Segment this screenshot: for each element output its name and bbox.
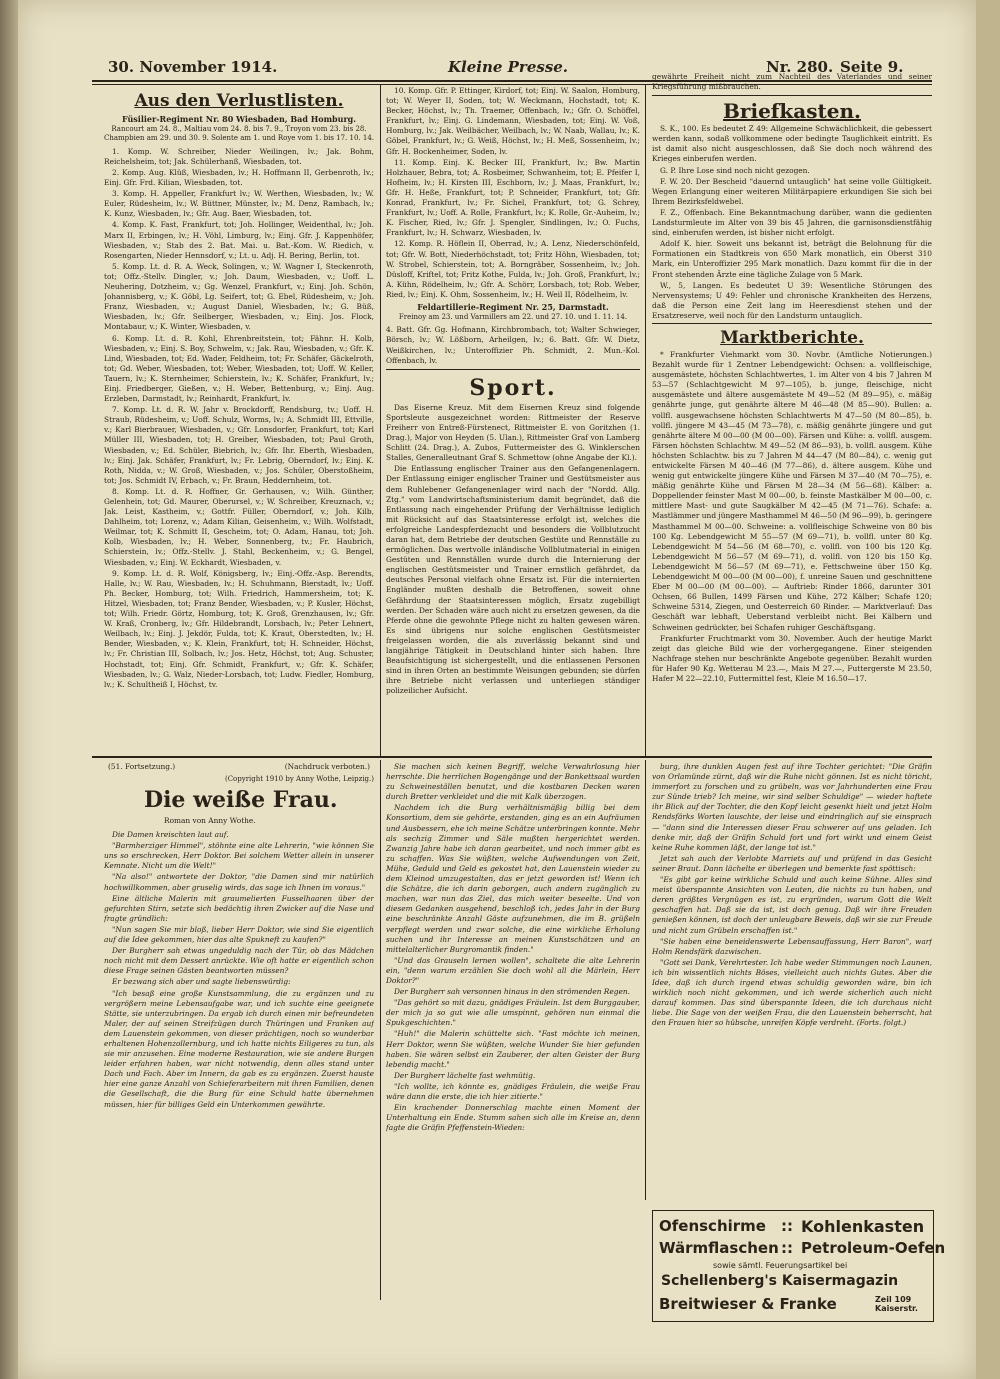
ad-subline: sowie sämtl. Feuerungsartikel bei [713,1261,848,1270]
briefkasten-entry: G. P. Ihre Lose sind noch nicht gezogen. [660,165,810,175]
novel-text-2 [386,762,640,1133]
battle-dates: Rancourt am 24. 8., Maltiau vom 24. 8. bis 7. 9., Troyon vom 23. bis 28. Champbien am 29. und 30. 9. Solente am 1. und Roye vom 1. bis 17. 10. 14. [104,125,374,143]
novel-column-2 [386,762,640,1302]
novel-paragraph: Eine ältliche Malerin mit graumelierten Fusselhaaren über der gefurchten Stirn, setzte sich bedächtig ihren Zwicker auf die Nase und fragte gründlich: [104,893,374,923]
ad-waermflaschen: Wärmflaschen [659,1239,779,1257]
ad-kaisermagazin: Schellenberg's Kaisermagazin [661,1273,899,1289]
novel-paragraph: "Das gehört so mit dazu, gnädiges Fräulein. Ist dem Burggauber, der mich ja so gut wie alle umspinnt, gehören nun einmal die Spukgeschichten." [386,998,640,1028]
novel-paragraph: "Ich besaß eine große Kunstsammlung, die zu ergänzen und zu vergrößern meine Lebensaufgabe war, und ich suchte eine geeignete Stätte, sie unterzubringen. Da ergab ich durch einen mir befreundeten Maler, der auf seinen Streifzügen durch Thüringen und Franken auf dem Lauenstein gekommen, von dieser prächtigen, noch so wunderbar erhaltenen Hohenzollernburg, und ich hatte nichts Eiligeres zu tun, als sie mir anzusehen. Eine moderne Restauration, wie sie andere Burgen leider erfahren haben, war nicht notwendig, denn alles stand unter Dach und Fach. Aber im Innern, da gab es zu ergänzen. Zuerst hauste hier eine ganze Anzahl von Schieferarbeitern mit ihren Familien, denen die Gesellschaft, die die Burg für eine Schuld hatte übernehmen müssen, hier für billiges Geld ein Unterkommen gewährte. [104,988,374,1109]
briefkasten-entry: Adolf K. hier. Soweit uns bekannt ist, beträgt die Belohnung für die Formationen ein Stadtkreis von 650 Mark monatlich, ein Oberst 310 Mark, ein Unteroffizier 295 Mark monatlich. Dazu kommt für die in der Front stehenden Ärzte eine tägliche Zulage von 5 Mark. [652,239,932,279]
ad-separator: :: [781,1217,793,1235]
novel-paragraph: Der Burgherr sah versonnen hinaus in den strömenden Regen. [394,987,630,997]
installment-label: (51. Fortsetzung.) [108,762,176,771]
novel-paragraph: "Ich wollte, ich könnte es, gnädiges Fräulein, die weiße Frau wäre dann die erste, die ich hier zitierte." [386,1081,640,1101]
briefkasten-entry: F. W. 20. Der Bescheid "dauernd untauglich" hat seine volle Gültigkeit. Wegen Erlangung einer weiteren Militärpapiere erkundigen Sie sich bei Ihrem Bezirksfeldwebel. [652,176,932,206]
casualty-entry: 2. Komp. Aug. Klüß, Wiesbaden, lv.; H. Hoffmann II, Gerbenroth, lv.; Einj. Gfr. Frd. Kilian, Wiesbaden, tot. [104,168,374,188]
page-number: Seite 9. [840,58,904,76]
casualty-entry: 4. Komp. K. Fast, Frankfurt, tot; Joh. Hollinger, Weidenthal, lv.; Joh. Marx II, Erbingen, lv.; H. Vöhl, Limburg, lv.; Einj. Gfr. J. Kappenhöfer, Wiesbaden, v.; Stab des 2. Bat. Mai. u. Bat.-Kom. W. Riedich, v. Rosengarten, Nieder Hennsdorf, v.; Lt. u. Adj. H. Bering, Berlin, tot. [104,220,374,260]
feldartillerie-dates: Freinoy am 23. und Varmillers am 22. und 27. 10. und 1. 11. 14. [398,312,628,321]
market-paragraph: * Frankfurter Viehmarkt vom 30. Novbr. (Amtliche Notierungen.) Bezahlt wurde für 1 Zentner Lebendgewicht: Ochsen: a. vollfleischige, ausgemästete, höchsten Schlachtwertes, 1. im Alter von 4 bis 7 Jahren M 53—57 (Schlachtgewicht M 97—105), b. junge, fleischige, nicht ausgemästete und ältere ausgemästete M 49—52 (M 89—95), c. mäßig genährte junge, gut genährte ältere M 46—48 (M 85—90). Bullen: a. vollfl. ausgewachsene höchsten Schlachtwerts M 47—50 (M 80—85), b. vollfl. jüngere M 43—45 (M 73—78), c. mäßig genährte jüngere und gut genährte ältere M 00—00 (M 00—00). Färsen und Kühe: a. vollfl. ausgem. Färsen höchsten Schlachtw. M 49—52 (M 86—93), b. vollfl. ausgem. Kühe höchsten Schlachtw. bis zu 7 Jahren M 44—47 (M 80—84), c. wenig gut entwickelte Färsen M 40—46 (M 77—86), d. ältere ausgem. Kühe und wenig gut entwickelte jüngere Kühe und Färsen M 37—40 (M 70—75), e. mäßig genährte Kühe und Färsen M 28—34 (M 56—68). Kälber: a. Doppellender feinster Mast M 00—00, b. feinste Mastkälber M 00—00, c. mittlere Mast- und gute Saugkälber M 42—45 (M 71—76). Schafe: a. Mastlämmer und jüngere Masthammel M 46—50 (M 96—99), b. geringere Masthammel M 00—00. Schweine: a. vollfleischige Schweine von 80 bis 100 Kg. Lebendgewicht M 55—57 (M 69—71), b. vollfl. unter 80 Kg. Lebendgewicht M 54—56 (M 68—70), c. vollfl. von 100 bis 120 Kg. Lebendgewicht M 56—57 (M 69—71), d. vollfl. von 120 bis 150 Kg. Lebendgewicht M 56—57 (M 69—71), e. Fettschweine über 150 Kg. Lebendgewicht M 00—00 (M 00—00), f. unreine Sauen und geschnittene Eber M 00—00 (M 00—00). — Auftrieb: Rinder 1866, darunter 301 Ochsen, 66 Bullen, 1499 Färsen und Kühe, 272 Kälber; Schafe 120; Schweine 5314, Ziegen, und Oesterreich 60 Rinder. — Marktverlauf: Das Geschäft war lebhaft, Ueberstand verbleibt nicht. Bei Kälbern und Schweinen gedrückter, bei Schafen ruhiger Geschäftsgang. [652,349,932,632]
novel-paragraph: "Es gibt gar keine wirkliche Schuld und auch keine Sühne. Alles sind meist überspannte Ansichten von Leuten, die nichts zu tun haben, und deren größtes Vergnügen es ist, zu ergründen, warum Gott die Welt geschaffen hat. Daß sie da ist, ist doch genug. Daß wir ihre Freuden genießen können, ist doch der unleugbare Beweis, daß wir sie zur Freude und nicht zum Grübeln erschaffen ist." [652,875,932,935]
advertisement [652,1210,946,1322]
novel-paragraph: burg, ihre dunklen Augen fest auf ihre Tochter gerichtet: "Die Gräfin von Orlamünde zürnt, daß wir die Ruhe nicht gönnen. Ist es nicht töricht, immerfort zu forschen und zu grübeln, was vor Jahrhunderten eine Frau zur Sünde trieb? Ich meine, wir sind selber Schuldige" — wieder haftete ihr Blick auf der Tochter, die den Kopf leicht gesenkt hielt und jetzt Holm Rendsfärks Worten lauschte, der leise und eindringlich auf sie einsprach — "dann sind die Interessen dieser Frau schwerer auf uns geladen. Ich denke mir, daß der Gräfin Schuld fort und fort wirkt und einem Geist keine Ruhe kommen läßt, der lange tot ist." [652,762,932,852]
novel-paragraph: "Gott sei Dank, Verehrtester. Ich habe weder Stimmungen noch Launen, ich bin wissentlich nichts Böses, vielleicht auch nichts Gutes. Aber die Idee, daß ich durch irgend etwas schuldig geworden wäre, bin ich wirklich noch nicht gekommen, und ich werde sicherlich auch nicht darauf kommen. Das sind überspannte Ideen, die ich durchaus nicht liebe. Die Sage von der weißen Frau, die den Lauenstein beherrscht, hat den Frauen hier so hübsche, unreifen Köpfe verdreht. (Forts. folgt.) [652,957,932,1028]
novel-paragraph: Der Burgherr sah etwas ungeduldig nach der Tür, ob das Mädchen noch nicht mit dem Dessert anrückte. Wie oft hatte er eigentlich schon diese Frage seinen Gästen beantworten müssen? [104,946,374,976]
novel-paragraph: Nachdem ich die Burg verhältnismäßig billig bei dem Konsortium, dem sie gehörte, erstanden, ging es an ein Aufräumen und Ausbessern, ehe ich meine Schätze unterbringen konnte. Mehr als sechzig Zimmer und Säle mußten hergerichtet werden. Zwanzig Jahre habe ich daran gearbeitet, und noch immer gibt es zu schaffen. Was Sie wüßten, welche Aufwendungen von Zeit, Mühe, Geduld und Geld es gekostet hat, den Lauenstein wieder zu dem Kleinod umzugestalten, das er jetzt geworden ist! Wenn ich die Schätze, die ich darin geborgen, auch andern zugänglich zu machen, war nun das Ziel, das mich weiter beseelte. Und von diesem Gedanken ausgehend, beschloß ich, jedes Jahr in der Burg eine beschränkte Anzahl Gäste aufzunehmen, die im B. grüßeln verpflegt werden und zwar solche, die eine wirkliche Erholung suchen und ihr Interesse an meinen Kunstschätzen und an mittelalterlicher Burgromantik finden." [386,803,640,954]
briefkasten-entry: S. K., 100. Es bedeutet Z 49: Allgemeine Schwächlichkeit, die gebessert werden kann, sodaß vollkommene oder bedingte Tauglichkeit eintritt. Es ist damit also nicht ausgeschlossen, daß Sie doch noch während des Krieges einberufen werden. [652,124,932,164]
feldartillerie-heading: Feldartillerie-Regiment Nr. 25, Darmstadt. [417,301,609,312]
issue-number: Nr. 280. [766,58,834,76]
novel-paragraph: Jetzt sah auch der Verlobte Marriets auf und prüfend in das Gesicht seiner Braut. Dann lächelte er überlegen und bemerkte fast spöttisch: [652,853,932,873]
copyright-notice: (Copyright 1910 by Anny Wothe, Leipzig.) [224,775,374,783]
novel-paragraph: Sie machen sich keinen Begriff, welche Verwahrlosung hier herrschte. Die herrlichen Bogengänge und der Bankettsaal wurden zu Schweineställen benutzt, und die kostbaren Decken waren durch Bretter verkleidet und die mit Kalk überzogen. [386,762,640,802]
novel-title: Die weiße Frau. [144,787,338,813]
novel-text-3 [652,762,932,1028]
novel-paragraph: "Huh!" die Malerin schüttelte sich. "Fast möchte ich meinen, Herr Doktor, wenn Sie wüßten, welche Wunder Sie hier gefunden haben. Sie wären selbst ein Zauberer, der alten Geister der Burg lebendig macht." [386,1029,640,1069]
sport-paragraph: Das Eiserne Kreuz. Mit dem Eisernen Kreuz sind folgende Sportsleute ausgezeichnet worden: Rittmeister der Reserve Freiherr von Entreß-Fürstenect, Rittmeister E. von Goritzhen (1. Drag.), Major von Heyden (5. Ulan.), Rittmeister Graf von Lamberg Schlitt (24. Drag.), A. Zubos, Futtermeister des G. Winklerschen Stalles, Generalleutnant Graf S. Schmettow (ohne Angabe der Kl.). [386,402,640,463]
verlustlisten-column [104,86,374,754]
briefkasten-title: Briefkasten. [723,99,861,124]
novel-paragraph: "Nun sagen Sie mir bloß, lieber Herr Doktor, wie sind Sie eigentlich auf die Idee gekommen, hier das alte Spukneft zu kaufen?" [104,924,374,945]
verlustlisten-title: Aus den Verlustlisten. [134,91,344,111]
briefkasten-entry: F. Z., Offenbach. Eine Bekanntmachung darüber, wann die gedienten Landsturmleute im Alter von 39 bis 45 Jahren, die garnisonsdienstfähig sind, einberufen werden, ist bisher nicht erfolgt. [652,207,932,238]
novel-paragraph: "Sie haben eine beneidenswerte Lebensauffassung, Herr Baron", warf Holm Rendsfärk dazwischen. [652,936,932,956]
novel-paragraph: Ein krachender Donnerschlag machte einen Moment der Unterhaltung ein Ende. Stumm sahen sich alle im Kreise an, denn fagte die Gräfin Pfeffenstein-Wieden: [386,1103,640,1133]
ad-kohlenkasten: Kohlenkasten [801,1217,925,1236]
page-edge [976,0,1000,1379]
casualty-entry: 9. Komp. Lt. d. R. Wolf, Königsberg, lv.; Einj.-Offz.-Asp. Berendts, Halle, lv.; W. Rau, Wiesbaden, lv.; H. Schuhmann, Bierstadt, lv.; Uoff. Ph. Becker, Homburg, tot; Wilh. Friedrich, Hammersheim, tot; K. Hitzel, Wiesbaden, tot; Franz Bender, Wiesbaden, v.; P. Kusler, Höchst, tot; Wilh. Friedr. Görtz, Homburg, tot; K. Groß, Grenzhausen, lv.; Gfr. W. Kraß, Cronberg, lv.; Gfr. Hildebrandt, Lorsbach, lv.; Peter Lehnert, Weilbach, lv.; Einj. J. Jekdör, Fulda, tot; K. Kraut, Oberstedten, lv.; H. Bender, Wiesbaden, v.; K. Klein, Frankfurt, tot; H. Schneider, Höchst, lv.; Fr. Christian III, Solbach, lv.; Jos. Hetz, Höchst, tot; Aug. Schuster, Hochstadt, tot; Einj. Gfr. Schmidt, Frankfurt, v.; Gfr. K. Schäfer, Wiesbaden, lv.; G. Walz, Nieder-Lorsbach, tot; Ludw. Fiedler, Homburg, lv.; K. Schultheiß I, Höchst, tv. [104,568,374,689]
reprint-notice: (Nachdruck verboten.) [284,762,370,771]
continued-text: gewährte Freiheit nicht zum Nachteil des Vaterlandes und seiner Kriegsführung mißbrauchen. [652,72,932,92]
markt-rule [652,323,932,324]
column-rule [380,84,381,756]
novel-text-1 [104,830,374,1110]
ad-firm-name: Breitwieser & Franke [659,1295,837,1313]
feldartillerie-text: 4. Batt. Gfr. Gg. Hofmann, Kirchbrombach, tot; Walter Schwieger, Börsch, lv.; W. Lößborn, Arheilgen, lv.; 6. Batt. Gfr. W. Dietz, Weißkirchen, lv.; Unteroffizier Ph. Schmidt, 2. Mun.-Kol. Offenbach, lv. [386,325,640,365]
column-rule [645,760,646,1200]
paper-name: Kleine Presse. [448,58,569,76]
casualty-entries-continued [386,86,640,300]
market-paragraph: Frankfurter Fruchtmarkt vom 30. November. Auch der heutige Markt zeigt das gleiche Bild wie der vorhergegangene. Einer steigenden Nachfrage stehen nur beschränkte Angebote gegenüber. Bezahlt wurden für Hafer 90 Kg. Wetterau M 23.—, Mais M 27.—, Futtergerste M 23.50, Hafer M 22—22.10, Futtermittel fest, Kleie M 16.50—17. [652,633,932,683]
novel-paragraph: Er bezwang sich aber und sagte liebenswürdig: [112,977,291,987]
novel-paragraph: Die Damen kreischten laut auf. [112,830,229,840]
middle-column [386,86,640,754]
casualty-entry: 10. Komp. Gfr. P. Ettinger, Kirdorf, tot; Einj. W. Saalon, Homburg, tot; W. Weyer II, Soden, tot; W. Weckmann, Hochstadt, tot; K. Becker, Höchst, lv.; Th. Traemer, Offenbach, lv.; Gfr. O. Schöffel, Frankfurt, lv.; Einj. G. Lindemann, Wiesbaden, tot; Einj. W. Voß, Homburg, lv.; Jak. Weilbächer, Weilbach, lv.; W. Naab, Wallau, lv.; K. Göbel, Frankfurt, lv.; G. Weiß, Höchst, lv.; H. Meß, Sossenheim, lv.; Gfr. H. Bockenheimer, Soden, lv. [386,86,640,156]
ad-petroleum-oefen: Petroleum-Oefen [801,1239,946,1257]
casualty-entry: 3. Komp. H. Appeller, Frankfurt lv.; W. Werthen, Wiesbaden, lv.; W. Euler, Rüdesheim, lv.; W. Büttner, Münster, lv.; M. Denz, Rambach, lv.; K. Kunz, Wiesbaden, lv.; Gfr. Aug. Baer, Wiesbaden, tot. [104,189,374,219]
marktberichte-title: Marktberichte. [720,327,864,348]
issue-date: 30. November 1914. [108,58,278,76]
casualty-entry: 6. Komp. Lt. d. R. Kohl, Ehrenbreitstein, tot; Fähnr. H. Kolb, Wiesbaden, v.; Einj. S. Boy, Schwelm, v.; Jak. Rau, Wiesbaden, v.; Gfr. K. Lind, Wiesbaden, tot; Ed. Wader, Feldheim, tot; Fr. Schäfer, Gäckelroth, tot; Gd. Weber, Wiesbaden, tot; Weber, Wiesbaden, tot; Uoff. W. Keller, Tauern, lv.; K. Sternheimer, Schierstein, lv.; K. Schäfer, Frankfurt, lv.; Einj. Friedberger, Gießen, v.; H. Weber, Bettenburg, v.; Einj. Aug. Erzleben, Darmstadt, lv.; Reinhardt, Frankfurt, lv. [104,333,374,404]
novel-author: Roman von Anny Wothe. [164,816,256,825]
novel-column-1 [104,762,374,1302]
page-binding [0,0,18,1379]
casualty-entries [104,147,374,690]
casualty-entry: 8. Komp. Lt. d. R. Hoffner, Gr. Gerhausen, v.; Wilh. Günther, Gelenhein, tot; Gd. Maurer, Oberursel, v.; W. Schreiber, Kreuznach, v.; Jak. Leist, Kastheim, v.; Gottfr. Füller, Oberndorf, v.; Joh. Kilb, Dahlheim, tot; Lorenz, v.; Adam Kilian, Geisenheim, v.; Wilh. Wolfstadt, Weilmar, tot; K. Schmitt II, Gescheim, tot; O. Adam, Hanau, tot; Joh. Kolb, Wiesbaden, lv.; H. Weber, Sonnenberg, tv.; Fr. Haubrich, Schierstein, lv.; Offz.-Stellv. J. Stahl, Beckenheim, v.; G. Bengel, Wiesbaden, v.; Einj. W. Eckhardt, Wiesbaden, v. [104,486,374,567]
sport-paragraph: Die Entlassung englischer Trainer aus den Gefangenenlagern. Der Entlassung einiger englischer Trainer und Gestütsmeister aus dem Ruhlebener Gefangenenlager wird nach der "Nordd. Allg. Ztg." vom Landwirtschaftsministerium damit begründet, daß die Entlassung nach eingehender Prüfung der Verhältnisse lediglich mit Rücksicht auf das Staatsinteresse erfolgt ist, welches die erfolgreiche Landespferdezucht und besonders die Vollblutzucht daran hat, dem Betriebe der deutschen Gestüte und Rennställe zu ermöglichen. Das wertvolle inländische Vollblutmaterial in einigen Gestüten und Rennställen wurde durch die Internierung der englischen Gestütsmeister und Trainer ernstlich gefährdet, da deutsches Personal vielfach ohne Ersatz ist. Für die internierten Engländer mußten deshalb die Betroffenen, soweit ohne Gefährdung der Staatsinteressen möglich, Ersatz zugebilligt werden. Der Schaden wäre auch nicht zu ersetzen gewesen, da die Pferde ohne die gewohnte Pflege nicht zu halten gewesen wären. Es sind übrigens nur solche englischen Gestütsmeister freigelassen worden, die als zuverlässig bekannt sind und langjährige Tätigkeit in Deutschland hinter sich haben. Ihre Beaufsichtigung ist sichergestellt, und die entlassenen Personen sind in ihren Orten an bestimmte Weisungen gebunden; sie dürfen ihre Betriebe nicht verlassen und unterliegen ständiger polizeilicher Aufsicht. [386,464,640,696]
sport-title: Sport. [469,374,557,401]
regiment-heading: Füsilier-Regiment Nr. 80 Wiesbaden, Bad Homburg. [121,114,357,124]
sport-rule [386,369,640,370]
briefkasten-entry: W., 5, Langen. Es bedeutet U 39: Wesentliche Störungen des Nervensystems; U 49: Fehler und chronische Krankheiten des Herzens, daß die Person eine Zeit lang im Heeresdienst stehen und der Ersatzreserve, weil noch für den Landsturm untauglich. [652,280,932,320]
novel-paragraph: Der Burgherr lächelte fast wehmütig. [394,1070,536,1080]
briefkasten-rule [652,95,932,96]
novel-column-3 [652,762,932,1202]
novel-paragraph: "Und das Grauseln lernen wollen", schaltete die alte Lehrerin ein, "denn warum erzählen Sie doch wohl all die Märlein, Herr Doktor?" [386,955,640,985]
casualty-entry: 11. Komp. Einj. K. Becker III, Frankfurt, lv.; Bw. Martin Holzhauer, Bebra, tot; A. Rosbeimer, Schwanheim, tot; E. Pfeifer I, Hofheim, lv.; H. Kirsten III, Eschborn, lv.; J. Maas, Frankfurt, lv.; Gfr. H. Heße, Frankfurt, tot; P. Schneider, Frankfurt, tot; Gfr. Konrad, Frankfurt, lv.; Fr. Sichel, Frankfurt, tot; G. Schrey, Frankfurt, lv.; Uoff. A. Rolle, Frankfurt, lv.; K. Rolle, Gr.-Auheim, lv.; K. Fischer, Ried, lv.; Gfr. J. Spengler, Sindlingen, lv.; O. Fuchs, Frankfurt, lv.; H. Schwarz, Wiesbaden, lv. [386,157,640,238]
casualty-entry: 12. Komp. R. Höflein II, Oberrad, lv.; A. Lenz, Niederschönfeld, tot; Gfr. W. Bott, Niederhöchstadt, tot; Fritz Höhn, Wiesbaden, tot; W. Strobel, Schierstein, tot; A. Borngräber, Sossenheim, lv.; Joh. Düsloff, Kriftel, tot; Fritz Kothe, Fulda, lv.; Joh. Groß, Frankfurt, lv.; A. Kühn, Rödelheim, lv.; Gfr. A. Schörr, Lorsbach, tot; Rob. Weber, Ried, lv.; Einj. K. Ohm, Sossenheim, lv.; H. Weil II, Rödelheim, lv. [386,239,640,299]
ad-ofenschirme: Ofenschirme [659,1217,766,1235]
novel-paragraph: "Barmherziger Himmel", stöhnte eine alte Lehrerin, "wie können Sie uns so erschrecken, Herr Doktor. Bei solchem Wetter allein in unserer Kemnate. Nicht um die Welt!" [104,841,374,871]
ad-address: Zeil 109 Kaiserstr. [875,1295,918,1313]
ad-separator: :: [781,1239,793,1257]
briefkasten-entries [652,124,932,321]
casualty-entry: 5. Komp. Lt. d. R. A. Weck, Solingen, v.; W. Wagner I, Steckenroth, tot; Offz.-Stellv. Dingler, v.; Joh. Daum, Wiesbaden, v.; Uoff. L. Neuhering, Dotzheim, v.; Gg. Wenzel, Frankfurt, v.; Einj. Joh. Schön, Johannisberg, v.; K. Göbl, Lg. Seifert, tot; G. Ebel, Rüdesheim, v.; Joh. Franz, Wiesbaden, v.; August Daniel, Wiesbaden, lv.; G. Büß, Wiesbaden, lv.; Gfr. Seilberger, Wiesbaden, v.; Einj. Jos. Flock, Montabaur, v.; K. Winter, Wiesbaden, v. [104,261,374,332]
casualty-entry: 1. Komp. W. Schreiber, Nieder Weilingen, lv.; Jak. Bohm, Reichelsheim, tot; Jak. Schülerhanß, Wiesbaden, tot. [104,146,374,166]
column-rule [380,760,381,1300]
column-rule [645,84,646,756]
right-column [652,72,932,754]
market-reports [652,350,932,684]
casualty-entry: 7. Komp. Lt. d. R. W. Jahr v. Brockdorff, Rendsburg, tv.; Uoff. H. Straub, Rüdesheim, v.; Uoff. Schulz, Worms, lv.; A. Schmidt III, Ettville, v.; Karl Bierbrauer, Wiesbaden, v.; Gfr. Lonsdorfer, Frankfurt, tot; Karl Müller III, Wiesbaden, tot; H. Greiber, Wiesbaden, tot; Paul Groth, Wiesbaden, v.; Ed. Schüler, Biebrich, lv.; Gfr. Ihr. Eberth, Wiesbaden, lv.; Einj. Jak. Schäfer, Frankfurt, lv.; Fr. Lebrig, Oberndorf, lv.; Einj. K. Roth, Nidda, v.; W. Groß, Wiesbaden, v.; Jos. Schüler, Oberstoßheim, tot; Jos. Schmidt IV, Erbach, v.; Fr. Braun, Heddernheim, tot. [104,405,374,485]
novel-paragraph: "Na also!" antwortete der Doktor, "die Damen sind mir natürlich hochwillkommen, aber gruselig wirds, das sage ich Ihnen im voraus." [104,872,374,892]
section-rule [92,756,932,758]
sport-articles [386,403,640,697]
